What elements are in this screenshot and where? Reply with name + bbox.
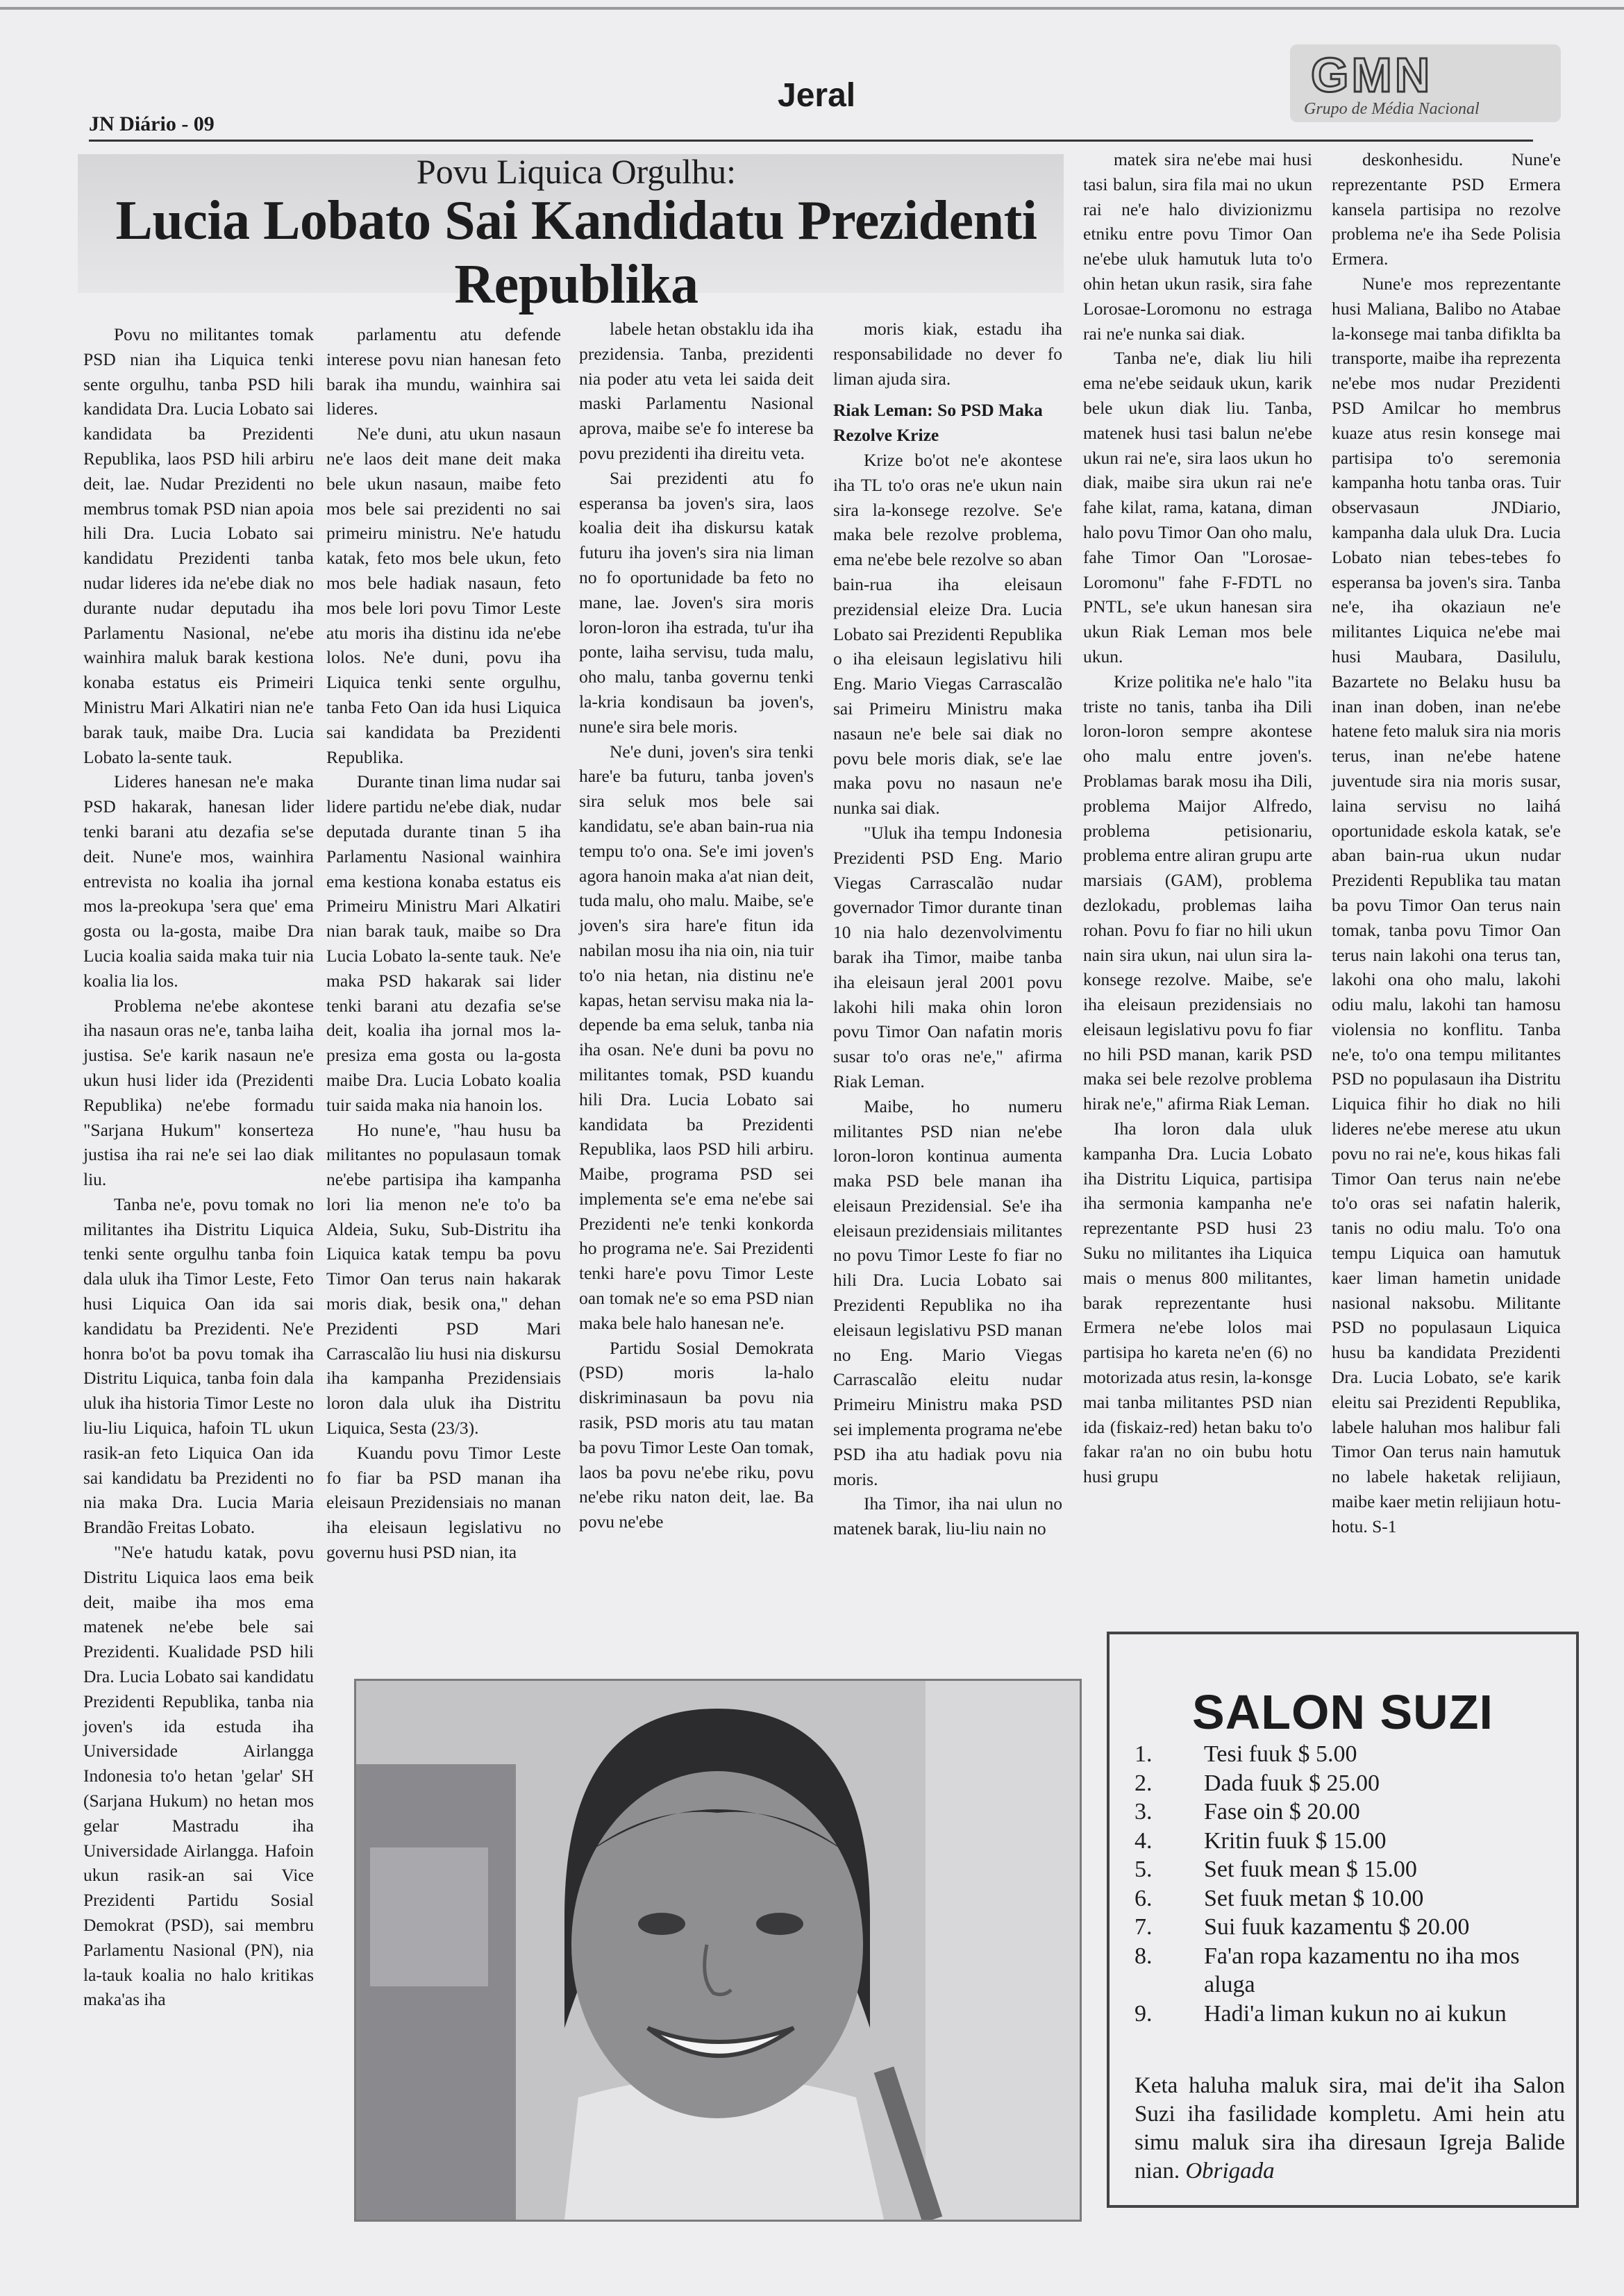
header-rule	[89, 140, 1533, 142]
price-item: 5. Set fuuk mean $ 15.00	[1135, 1857, 1417, 1882]
gmn-logo	[1290, 44, 1561, 122]
article-paragraph: Maibe, ho numeru militantes PSD nian ne'ebe loron-loron kontinua aumenta maka PSD bele manan iha eleisaun Prezidensial. Se'e iha eleisaun prezidensiais militantes no povu Timor Leste fo fiar no hili Dra. Lucia Lobato sai Prezidenti Republika no iha eleisaun legislativu PSD manan no Eng. Mario Viegas Carrascalão eleitu nudar Primeiru Ministru maka PSD sei implementa programa ne'ebe PSD iha atu hadiak povu nia moris.	[833, 1096, 1062, 1489]
article-paragraph: Iha loron dala uluk kampanha Dra. Lucia Lobato iha Distritu Liquica, partisipa iha sermonia kampanha ne'e reprezentante PSD husi 23 Suku no militantes iha Liquica mais o menus 800 militantes, barak reprezentante husi Ermera ne'ebe lolos mai partisipa ho kareta ne'en (6) no motorizada atus resin, la-konsge mai tanba militantes PSD nian ida (fiskaiz-red) hetan baku to'o fakar ra'an no oin bubu hotu husi grupu	[1083, 1118, 1312, 1487]
article-paragraph: Iha Timor, iha nai ulun no matenek barak, liu-liu nain no	[833, 1493, 1062, 1539]
page-top-rule	[0, 7, 1624, 10]
article-paragraph: Nune'e mos reprezentante husi Maliana, Balibo no Atabae la-konsege mai tanba difiklta ba transporte, maibe iha reprezenta ne'ebe mos nudar Prezidenti PSD Amilcar ho membrus kuaze atus resin konsege mai partisipa to'o seremonia kampanha hotu tanba oras. Tuir observasaun JNDiario, kampanha dala uluk Dra. Lucia Lobato nian tebes-tebes fo esperansa ba joven's sira. Tanba ne'e, iha okaziaun ne'e militantes Liquica ne'ebe mai husi Maubara, Dasilulu, Bazartete no Belaku husu ba inan inan doben, inan ne'ebe hatene feto maluk sira nia moris terus, inan ne'ebe hatene juventude sira nia moris susar, laina servisu no laihá oportunidade eskola katak, se'e aban bain-rua ukun nudar Prezidenti Republika tau matan ba povu Timor Oan terus nain tomak, tanba povu Timor Oan terus nain lakohi ona terus tan, lakohi ona oho malu, lakohi odiu malu, lakohi tan hamosu violensia no konflitu. Tanba ne'e, to'o ona tempu militantes PSD no populasaun iha Distritu Liquica fihir ho diak no hili lideres ne'ebe merese atu ukun povu no rai ne'e, kous hikas fali Timor Oan terus nain ne'ebe to'o oras sei nafatin halerik, tanis no odiu malu. To'o ona tempu Liquica oan hamutuk kaer liman hametin unidade nasional naksobu. Militante PSD no populasaun Liquica husu ba kandidata Prezidenti Dra. Lucia Lobato, se'e karik eleitu sai Prezidenti Republika, labele haluhan mos halibur fali Timor Oan terus nain hamutuk no labele haketak relijiaun, maibe kaer metin relijiaun hotu-hotu. S-1	[1332, 273, 1561, 1536]
article-paragraph: Sai prezidenti atu fo esperansa ba joven's sira, laos koalia deit iha diskursu katak futuru iha joven's sira nia liman no fo oportunidade ba feto no mane, lae. Joven's sira moris loron-loron iha estrada, tu'ur iha ponte, laiha servisu, tuda malu, oho malu, tanba governu tenki la-kria kondisaun ba joven's, nune'e sira bele moris.	[579, 467, 814, 737]
price-item: 4. Kritin fuuk $ 15.00	[1135, 1827, 1387, 1854]
price-list	[1135, 1740, 1565, 2028]
article-paragraph: Krize bo'ot ne'e akontese iha TL to'o oras ne'e ukun nain sira la-konsege rezolve. Se'e maka bele rezolve problema, ema ne'ebe bele rezolve so aban bain-rua iha eleisaun prezidensial eleize Dra. Lucia Lobato sai Prezidenti Republika o iha eleisaun legislativu hili Eng. Mario Viegas Carrascalão sai Primeiru Ministru maka nasaun ne'e bele sai diak no povu bele moris diak, se'e lae maka povu no nasaun ne'e nunka sai diak.	[833, 449, 1062, 819]
article-paragraph: "Ne'e hatudu katak, povu Distritu Liquica laos ema beik deit, maibe iha mos ema matenek ne'ebe bele sai Prezidenti. Kualidade PSD hili Dra. Lucia Lobato sai kandidatu Prezidenti Republika, tanba nia joven's ida estuda iha Universidade Airlangga Indonesia to'o hetan 'gelar' SH (Sarjana Hukum) no hetan mos gelar Mastradu iha Universidade Airlangga. Hafoin ukun rasik-an sai Vice Prezidenti Partidu Sosial Demokrat (PSD), sai membru Parlamentu Nasional (PN), nia la-tauk koalia no halo kritikas maka'as iha	[83, 1542, 314, 2010]
article-paragraph: Tanba ne'e, povu tomak no militantes iha Distritu Liquica tenki sente orgulhu tanba foin dala uluk iha Timor Leste, Feto husi Liquica Oan ida sai kandidatu ba Prezidenti. Ne'e honra bo'ot ba povu tomak iha Distritu Liquica, tanba foin dala uluk iha historia Timor Leste no liu-liu Liquica, hafoin TL ukun rasik-an feto Liquica Oan ida sai kandidatu ba Prezidenti no nia maka Dra. Lucia Maria Brandão Freitas Lobato.	[83, 1193, 314, 1538]
column-4-subhead: Riak Leman: So PSD Maka Rezolve Krize	[833, 400, 1043, 446]
column-4-intro	[833, 317, 1062, 391]
article-headline: Lucia Lobato Sai Kandidatu Prezidenti Republika	[115, 190, 1037, 315]
article-column-2	[326, 322, 561, 1565]
portrait-illustration	[356, 1681, 1080, 2220]
price-item: 6. Set fuuk metan $ 10.00	[1135, 1885, 1424, 1911]
article-column-1	[83, 322, 314, 2012]
price-item: 2. Dada fuuk $ 25.00	[1135, 1770, 1380, 1796]
article-paragraph: Ne'e duni, atu ukun nasaun ne'e laos deit mane deit maka bele ukun nasaun, maibe feto mos bele sai prezidenti no sai primeiru ministru. Ne'e hatudu katak, feto mos bele ukun, feto mos bele hadiak nasaun, feto mos bele lori povu Timor Leste atu moris iha distinu ida ne'ebe lolos. Ne'e duni, povu iha Liquica tenki sente orgulhu, tanba Feto Oan ida husi Liquica sai kandidata ba Prezidenti Republika.	[326, 424, 561, 767]
advert-note: Keta haluha maluk sira, mai de'it iha Salon Suzi iha fasilidade kompletu. Ami hein atu simu maluk sira iha diresaun Igreja Balide nian. Obrigada	[1135, 2073, 1565, 2184]
price-item: 3. Fase oin $ 20.00	[1135, 1799, 1360, 1825]
article-paragraph: deskonhesidu. Nune'e reprezentante PSD Ermera kansela partisipa no rezolve problema ne'e iha Sede Polisia Ermera.	[1332, 149, 1561, 269]
price-item: 9. Hadi'a liman kukun no ai kukun	[1135, 2000, 1507, 2027]
article-paragraph: Ho nune'e, "hau husu ba militantes no populasaun tomak ne'ebe partisipa iha kampanha lori lia menon ne'e to'o ba Aldeia, Suku, Sub-Distritu iha Liquica katak tempu ba povu Timor Oan terus nain hakarak moris diak, besik ona," dehan Prezidenti PSD Mari Carrascalão liu husi nia diskursu iha kampanha Prezidensiais loron dala uluk iha Distritu Liquica, Sesta (23/3).	[326, 1119, 561, 1439]
price-item: 8. Fa'an ropa kazamentu no iha mos aluga	[1135, 1943, 1520, 1997]
article-paragraph: Tanba ne'e, diak liu hili ema ne'ebe seidauk ukun, karik bele ukun diak liu. Tanba, matenek husi tasi balun ne'ebe ukun rai ne'e, sira laos ukun ho diak, maibe sira ukun rai ne'e fahe kilat, rama, katana, diman halo povu Timor Oan oho malu, fahe Timor Oan "Lorosae-Loromonu" fahe F-FDTL no PNTL, se'e ukun hanesan sira ukun Riak Leman mos bele ukun.	[1083, 348, 1312, 667]
article-paragraph: Kuandu povu Timor Leste fo fiar ba PSD manan iha eleisaun Prezidensiais no manan iha eleisaun legislativu no governu husi PSD nian, ita	[326, 1442, 561, 1563]
column-4-body	[833, 448, 1062, 1541]
article-paragraph: Krize politika ne'e halo "ita triste no tanis, tanba iha Dili loron-loron sempre akontese oho malu entre joven's. Problamas barak mosu iha Dili, problema Maijor Alfredo, problema petisionariu, problema entre aliran grupu arte marsiais (GAM), problema dezlokadu, problemas laiha rohan. Povu fo fiar no hili ukun nain sira ukun, nai ulun sira la-konsege rezolve. Maibe, se'e iha eleisaun prezidensiais no eleisaun legislativu povu fo fiar no hili PSD manan, karik PSD maka sei bele rezolve problema hirak ne'e," afirma Riak Leman.	[1083, 671, 1312, 1114]
article-paragraph: parlamentu atu defende interese povu nian hanesan feto barak iha mundu, wainhira sai lideres.	[326, 324, 561, 419]
advert-title: SALON SUZI	[1192, 1685, 1493, 1739]
price-item: 1. Tesi fuuk $ 5.00	[1135, 1741, 1357, 1767]
article-paragraph: matek sira ne'ebe mai husi tasi balun, sira fila mai no ukun rai ne'e halo divizionizmu etniku entre povu Timor Oan ne'ebe uluk hamutuk luta to'o ohin hetan ukun rasik, sira fahe Lorosae-Loromonu no estraga rai ne'e nunka sai diak.	[1083, 149, 1312, 344]
article-paragraph: labele hetan obstaklu ida iha prezidensia. Tanba, prezidenti nia poder atu veta lei saida deit maski Parlamentu Nasional aprova, maibe se'e fo interese ba povu prezidenti iha direitu veta.	[579, 319, 814, 463]
article-paragraph: Durante tinan lima nudar sai lidere partidu ne'ebe diak, nudar deputada durante tinan 5 iha Parlamentu Nasional wainhira ema kestiona konaba estatus eis Primeiru Ministru Mari Alkatiri nian barak tauk, maibe so Dra Lucia Lobato la-sente tauk. Ne'e maka PSD hakarak sai lider tenki barani atu dezafia se'se deit, koalia iha jornal mos la-presiza ema gosta ou la-gosta maibe Dra. Lucia Lobato koalia tuir saida maka nia hanoin los.	[326, 771, 561, 1115]
article-column-5	[1083, 147, 1312, 1489]
advert-sign-off: Obrigada	[1185, 2159, 1275, 2184]
logo-subtitle: Grupo de Média Nacional	[1304, 100, 1480, 118]
article-column-4	[833, 317, 1062, 1541]
article-paragraph: Problema ne'ebe akontese iha nasaun oras ne'e, tanba laiha justisa. Se'e karik nasaun ne'e ukun husi lider ida (Prezidenti Republika) ne'ebe formadu "Sarjana Hukum" konserteza justisa iha rai ne'e sei lao diak liu.	[83, 995, 314, 1190]
page-label: JN Diário - 09	[89, 112, 215, 135]
article-column-3	[579, 317, 814, 1534]
section-title: Jeral	[778, 77, 856, 114]
article-paragraph: Povu no militantes tomak PSD nian iha Liquica tenki sente orgulhu, tanba PSD hili kandidata Dra. Lucia Lobato sai kandidata ba Prezidenti Republika, laos PSD hili arbiru deit, lae. Nudar Prezidenti no membrus tomak PSD nian apoia hili Dra. Lucia Lobato sai kandidatu Prezidenti tanba nudar lideres ida ne'ebe diak no durante nudar deputadu iha Parlamentu Nasional, ne'ebe wainhira maluk barak kestiona konaba estatus eis Primeiri Ministru Mari Alkatiri nian ne'e barak tauk, maibe Dra. Lucia Lobato la-sente tauk.	[83, 324, 314, 767]
article-paragraph: Lideres hanesan ne'e maka PSD hakarak, hanesan lider tenki barani atu dezafia se'se deit. Nune'e mos, wainhira entrevista no koalia iha jornal mos la-preokupa 'sera que' ema gosta ou la-gosta, maibe Dra Lucia koalia saida maka tuir nia koalia lia los.	[83, 771, 314, 991]
article-paragraph: moris kiak, estadu iha responsabilidade no dever fo liman ajuda sira.	[833, 319, 1062, 389]
portrait-photo	[354, 1679, 1082, 2222]
article-kicker: Povu Liquica Orgulhu:	[416, 152, 737, 191]
article-paragraph: Ne'e duni, joven's sira tenki hare'e ba futuru, tanba joven's sira seluk mos bele sai kandidatu, se'e aban bain-rua nia tempu to'o ona. Se'e imi joven's agora hanoin maka a'at nian deit, tuda malu, oho malu. Maibe, se'e joven's sira hare'e fitun ida nabilan mosu iha nia oin, nia tuir to'o nia hetan, nia distinu ne'e kapas, hetan servisu maka nia la-depende ba ema seluk, tanba nia iha osan. Ne'e duni ba povu no militantes tomak, PSD kuandu hili Dra. Lucia Lobato sai kandidata ba Prezidenti Republika, laos PSD hili arbiru. Maibe, programa PSD sei implementa se'e ema ne'ebe sai Prezidenti ne'e tenki konkorda ho programa ne'e. Sai Prezidenti tenki hare'e povu Timor Leste oan tomak ne'e so ema PSD nian maka bele halo hanesan ne'e.	[579, 741, 814, 1333]
article-column-6	[1332, 147, 1561, 1539]
logo-word: GMN	[1311, 48, 1433, 102]
article-paragraph: Partidu Sosial Demokrata (PSD) moris la-halo diskriminasaun ba povu nia rasik, PSD moris atu tau matan ba povu Timor Leste Oan tomak, laos ba povu ne'ebe riku, povu ne'ebe riku naton deit, lae. Ba povu ne'ebe	[579, 1337, 814, 1532]
article-paragraph: "Uluk iha tempu Indonesia Prezidenti PSD Eng. Mario Viegas Carrascalão nudar governador Timor durante tinan 10 nia halo dezenvolvimentu barak iha Timor, maibe tanba iha eleisaun jeral 2001 povu lakohi hili maka ohin loron povu Timor Oan nafatin moris susar to'o oras ne'e," afirma Riak Leman.	[833, 822, 1062, 1091]
salon-suzi-advert	[1107, 1632, 1579, 2208]
price-item: 7. Sui fuuk kazamentu $ 20.00	[1135, 1914, 1470, 1940]
